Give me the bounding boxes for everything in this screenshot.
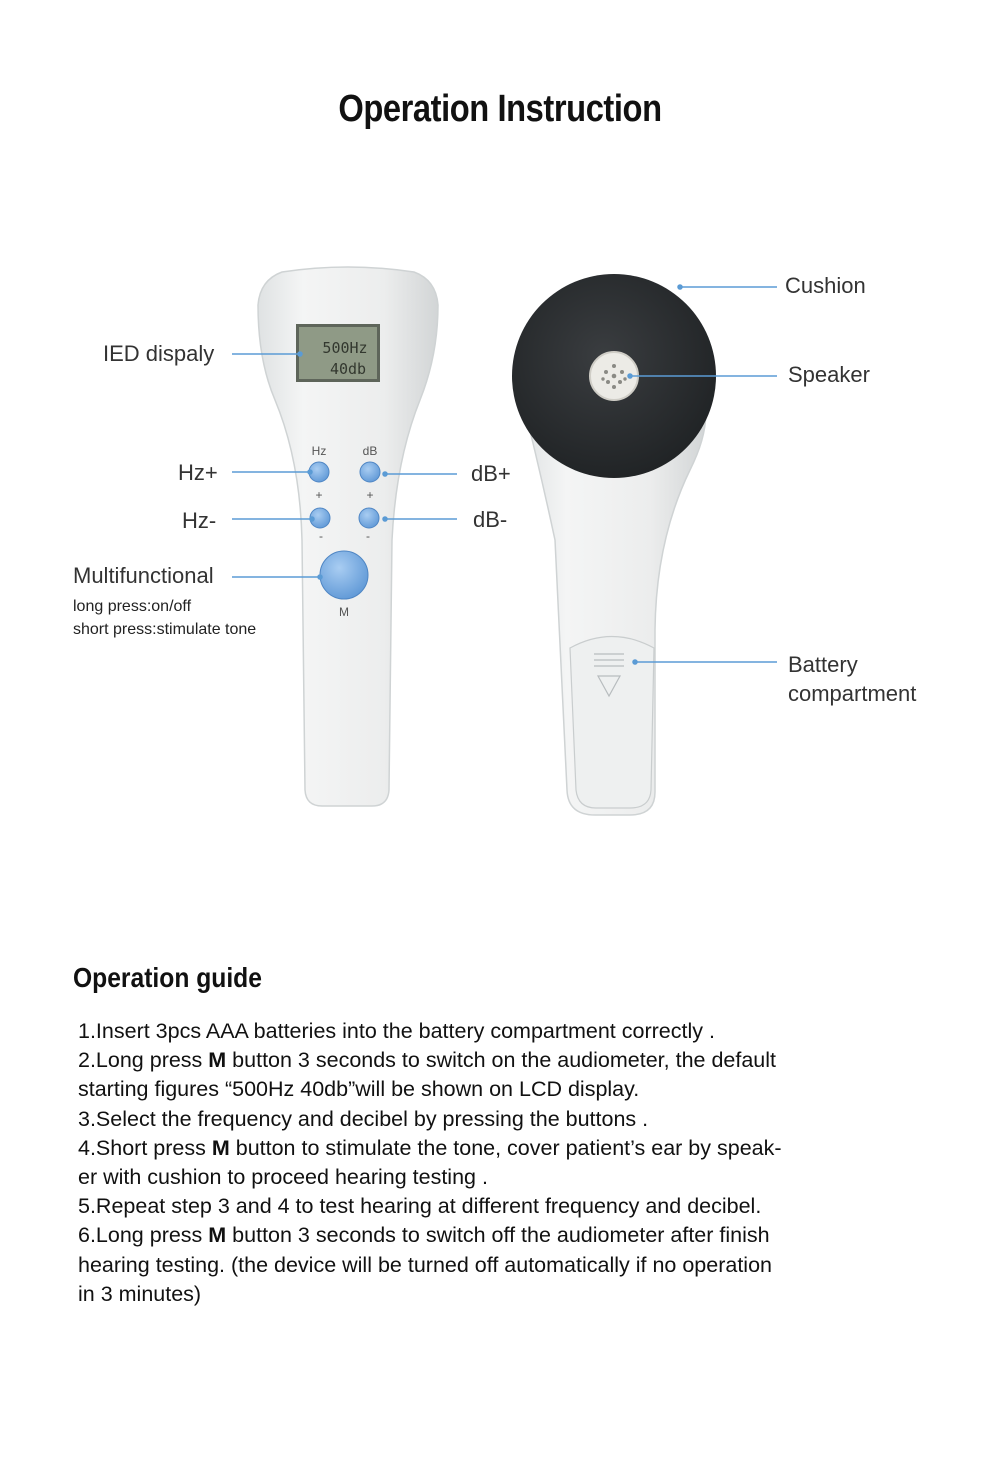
step-6-continued: hearing testing. (the device will be turned off automatically if no operation <box>78 1252 772 1277</box>
hz-minus-callout: Hz- <box>182 508 217 533</box>
guide-steps <box>78 1017 868 1309</box>
lcd-frequency: 500Hz <box>322 339 368 357</box>
battery-callout <box>788 650 916 708</box>
battery-callout-line1: Battery <box>788 652 858 677</box>
guide-title: Operation guide <box>73 962 262 993</box>
step-2: 2.Long press M button 3 seconds to switch on the audiometer, the default <box>78 1048 777 1073</box>
db-minus-sign: - <box>366 529 370 543</box>
db-minus-button <box>359 508 379 528</box>
step-3: 3.Select the frequency and decibel by pressing the buttons . <box>78 1106 649 1131</box>
step-4-continued: er with cushion to proceed hearing testing . <box>78 1165 488 1190</box>
db-minus-callout: dB- <box>473 507 508 532</box>
step-5: 5.Repeat step 3 and 4 to test hearing at different frequency and decibel. <box>78 1194 762 1219</box>
step-6-end: in 3 minutes) <box>78 1281 202 1306</box>
m-button <box>320 551 368 599</box>
lcd-decibel: 40db <box>329 360 367 378</box>
device-illustration <box>0 250 1000 850</box>
step-2-continued: starting figures “500Hz 40db”will be shown on LCD display. <box>78 1077 640 1102</box>
db-plus-sign: + <box>366 488 374 502</box>
step-1: 1.Insert 3pcs AAA batteries into the battery compartment correctly . <box>78 1019 715 1043</box>
cushion-callout: Cushion <box>785 273 866 298</box>
db-button-label: dB <box>362 444 378 458</box>
page-title: Operation Instruction <box>338 88 662 130</box>
step-4: 4.Short press M button to stimulate the tone, cover patient’s ear by speak- <box>78 1135 782 1160</box>
display-callout: IED dispaly <box>103 341 215 366</box>
hz-button-label: Hz <box>311 444 327 458</box>
hz-plus-callout: Hz+ <box>178 460 218 485</box>
step-6: 6.Long press M button 3 seconds to switch off the audiometer after finish <box>78 1223 770 1248</box>
multifunctional-callout: Multifunctional <box>73 563 214 588</box>
battery-callout-line2: compartment <box>788 681 917 706</box>
db-plus-button <box>360 462 380 482</box>
hz-minus-sign: - <box>319 529 323 543</box>
short-press-note: short press:stimulate tone <box>73 621 257 638</box>
lcd-display <box>296 324 380 382</box>
speaker-callout: Speaker <box>788 362 870 387</box>
m-button-label: M <box>339 605 349 619</box>
db-plus-callout: dB+ <box>471 461 511 486</box>
hz-plus-sign: + <box>315 488 323 502</box>
long-press-note: long press:on/off <box>73 598 192 615</box>
